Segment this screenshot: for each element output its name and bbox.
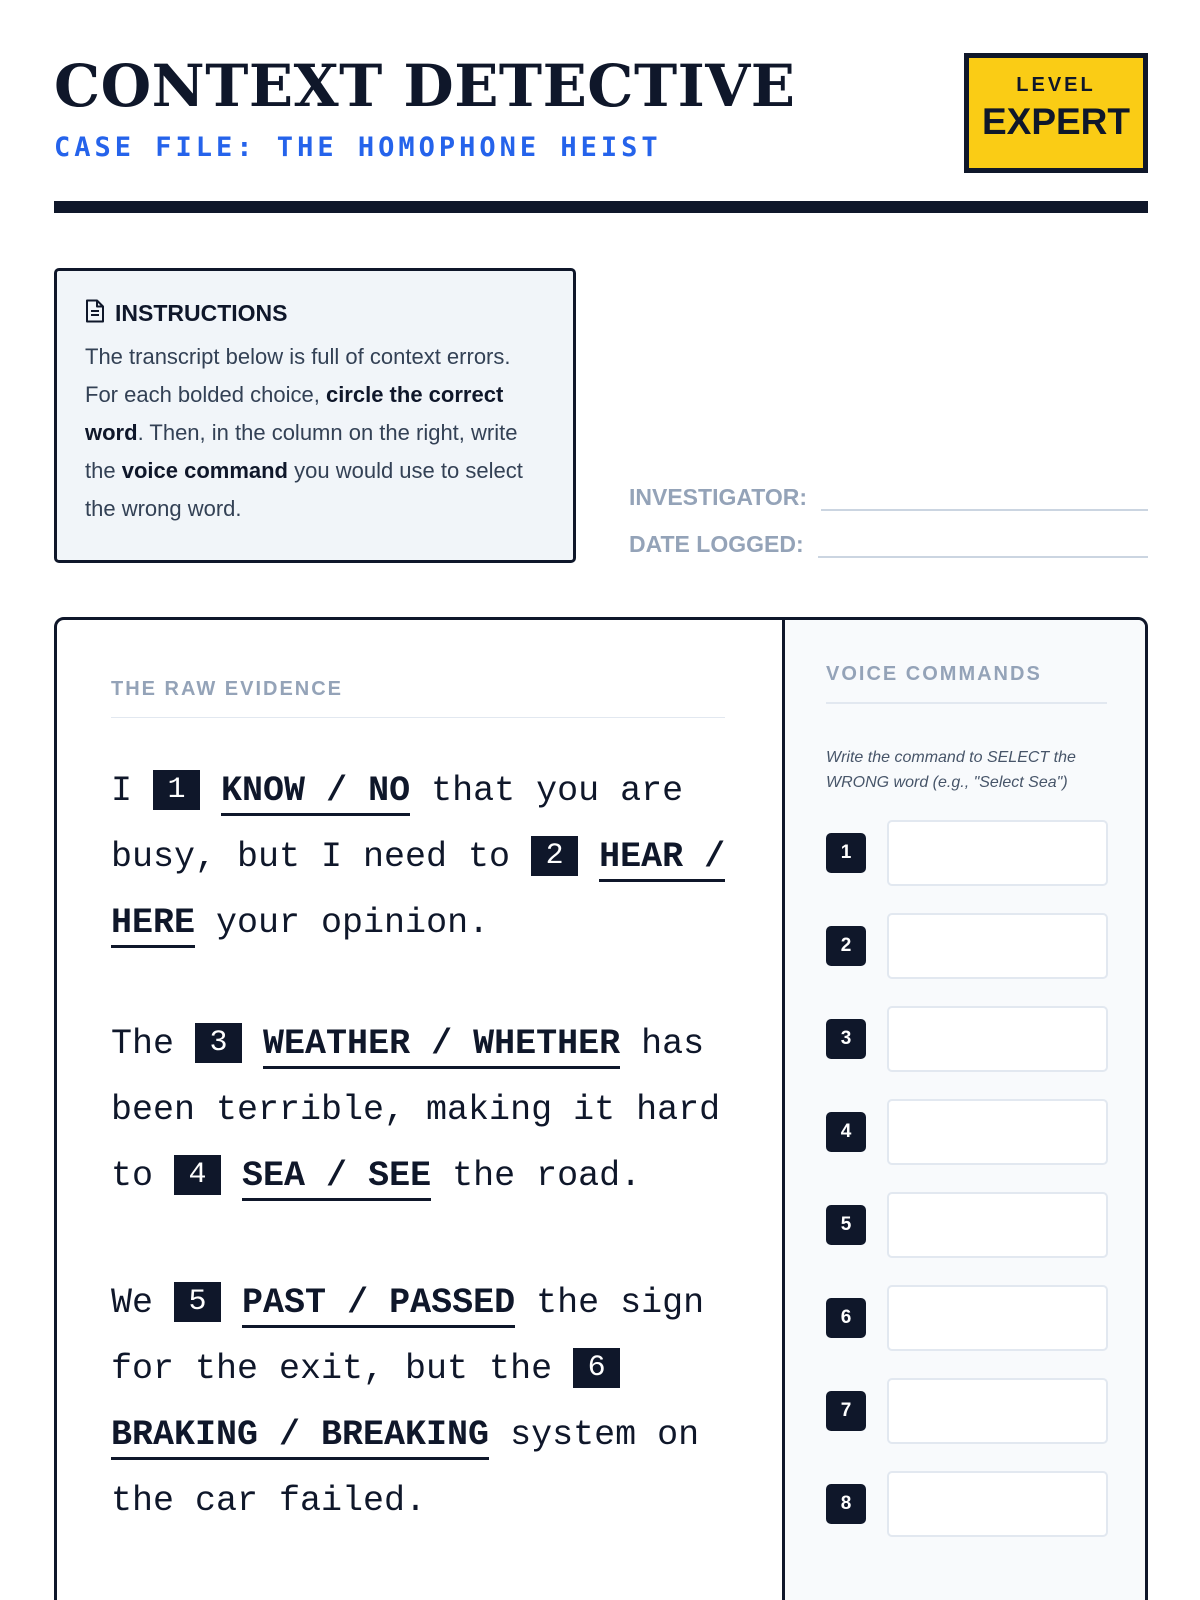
instructions-text (85, 338, 545, 528)
instructions-emphasis: voice command (121, 458, 288, 483)
word-choice[interactable]: SEA / SEE (242, 1156, 431, 1201)
voice-command-row (826, 1471, 1108, 1537)
level-value: EXPERT (981, 101, 1131, 142)
voice-command-input[interactable] (887, 820, 1108, 886)
word-choice[interactable]: HEAR / HERE (111, 837, 725, 948)
voice-command-row (826, 1378, 1108, 1444)
word-choice[interactable]: BRAKING / BREAKING (111, 1415, 489, 1460)
voice-command-input[interactable] (887, 1192, 1108, 1258)
raw-evidence-heading: THE RAW EVIDENCE (111, 678, 725, 718)
voice-command-input[interactable] (887, 1471, 1108, 1537)
voice-command-input[interactable] (887, 1378, 1108, 1444)
level-label: LEVEL (1016, 74, 1096, 96)
raw-evidence-column (57, 620, 782, 1600)
page-title: CONTEXT DETECTIVE (54, 52, 796, 120)
voice-command-number: 5 (826, 1205, 866, 1245)
header-divider (54, 201, 1148, 213)
choice-number: 1 (153, 770, 200, 810)
investigator-line[interactable] (821, 483, 1148, 511)
word-choice[interactable]: WEATHER / WHETHER (263, 1024, 620, 1069)
voice-command-input[interactable] (887, 913, 1108, 979)
voice-command-number: 7 (826, 1391, 866, 1431)
transcript-text: system on the car failed. (111, 1415, 700, 1521)
voice-command-input[interactable] (887, 1099, 1108, 1165)
instructions-text-part: The transcript below is full of context errors. For each bolded choice, (85, 344, 511, 407)
choice-number: 6 (573, 1348, 620, 1388)
voice-command-number: 1 (826, 833, 866, 873)
transcript-text: the sign for the exit, but the (111, 1283, 705, 1389)
transcript-text: that you are busy, but I need to (111, 771, 684, 877)
choice-number: 3 (195, 1023, 242, 1063)
date-logged-field[interactable] (629, 530, 1148, 558)
level-badge (964, 53, 1148, 173)
voice-commands-heading: VOICE COMMANDS (826, 663, 1107, 704)
voice-command-number: 6 (826, 1298, 866, 1338)
transcript-text: the road. (452, 1156, 642, 1196)
choice-number: 5 (174, 1282, 221, 1322)
instructions-emphasis: circle the correct word (85, 382, 504, 445)
transcript-text: I (111, 771, 133, 811)
word-choice[interactable]: KNOW / NO (221, 771, 410, 816)
voice-command-row (826, 913, 1108, 979)
transcript-paragraph (111, 758, 731, 956)
voice-command-number: 8 (826, 1484, 866, 1524)
voice-command-row (826, 1192, 1108, 1258)
investigator-field[interactable] (629, 483, 1148, 511)
voice-command-row (826, 1099, 1108, 1165)
word-choice[interactable]: PAST / PASSED (242, 1283, 515, 1328)
voice-command-number: 4 (826, 1112, 866, 1152)
page-subtitle: CASE FILE: THE HOMOPHONE HEIST (54, 132, 662, 163)
voice-command-number: 2 (826, 926, 866, 966)
choice-number: 4 (174, 1155, 221, 1195)
voice-command-input[interactable] (887, 1006, 1108, 1072)
voice-command-input[interactable] (887, 1285, 1108, 1351)
date-logged-line[interactable] (818, 530, 1148, 558)
investigator-label: INVESTIGATOR: (629, 484, 808, 510)
document-icon (85, 299, 105, 328)
instructions-box (54, 268, 576, 563)
voice-commands-note: Write the command to SELECT the WRONG word (e.g., "Select Sea") (826, 749, 1076, 791)
voice-command-row (826, 1285, 1108, 1351)
instructions-text-part: . Then, in the column on the right, write the (85, 420, 518, 483)
instructions-text-part: you would use to select the wrong word. (85, 458, 523, 521)
evidence-panel (54, 617, 1148, 1600)
transcript-text: We (111, 1283, 154, 1323)
transcript-text: The (111, 1024, 175, 1064)
transcript-text: your opinion. (216, 903, 490, 943)
voice-command-row (826, 820, 1108, 886)
transcript-text: has been terrible, making it hard to (111, 1024, 721, 1196)
choice-number: 2 (531, 836, 578, 876)
instructions-title: INSTRUCTIONS (115, 300, 288, 326)
transcript-paragraph (111, 1011, 731, 1209)
voice-command-row (826, 1006, 1108, 1072)
transcript-paragraph (111, 1270, 731, 1534)
voice-command-number: 3 (826, 1019, 866, 1059)
voice-commands-column (782, 620, 1148, 1600)
date-logged-label: DATE LOGGED: (629, 531, 804, 557)
